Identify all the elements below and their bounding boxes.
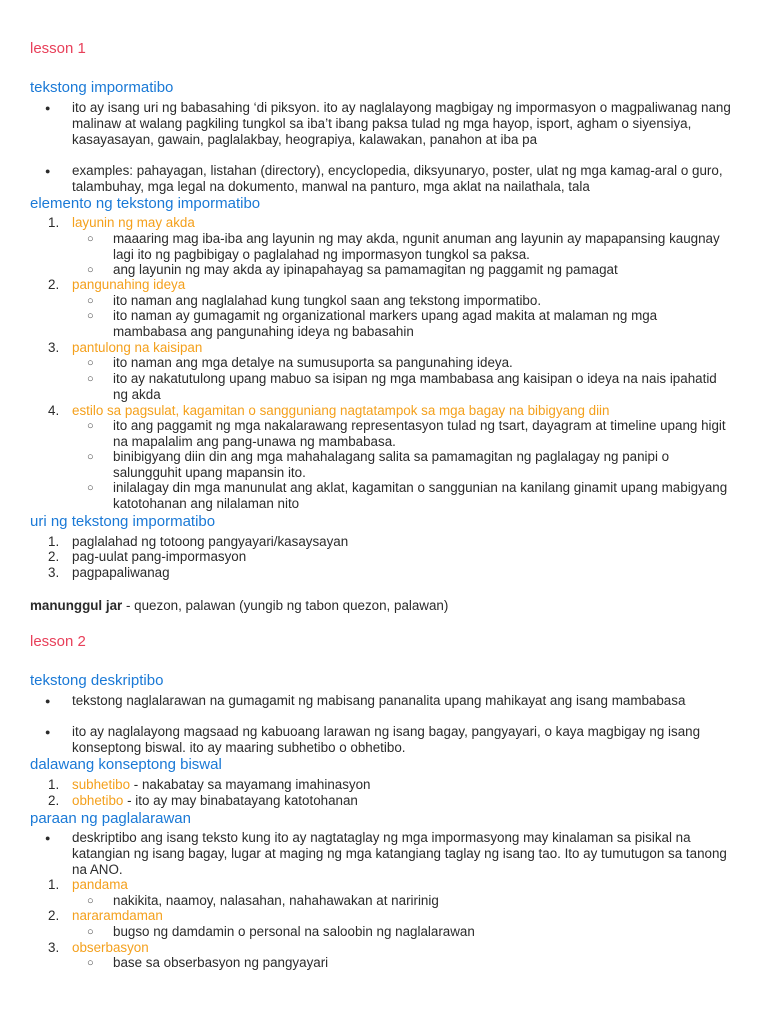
list-item xyxy=(48,777,742,793)
sub-list-item: ○ inilalagay din mga manunulat ang aklat, kagamitan o sanggunian na kanilang ginamit upang mabigyang katotohanan ang nilalaman nito xyxy=(113,480,733,512)
elemento-title: layunin ng may akda xyxy=(72,215,195,230)
sub-list-item: ○ ito ay nakatutulong upang mabuo sa isipan ng mga mambabasa ang kaisipan o ideya na nais ipahatid ng akda xyxy=(113,371,733,403)
list-number: 2. xyxy=(48,549,60,564)
elemento-title: estilo sa pagsulat, kagamitan o sangguniang nagtatampok sa mga bagay na bibigyang diin xyxy=(72,403,610,418)
uri-text: pagpapaliwanag xyxy=(72,565,170,580)
konsepto-term: obhetibo xyxy=(72,793,124,808)
heading-uri: uri ng tekstong impormatibo xyxy=(30,513,216,530)
sub-list-item: ○ ang layunin ng may akda ay ipinapahayag sa pamamagitan ng paggamit ng pamagat xyxy=(113,262,733,278)
list-item xyxy=(48,908,742,924)
list-item xyxy=(48,277,742,293)
list-number: 2. xyxy=(48,908,60,923)
elemento-title: pangunahing ideya xyxy=(72,277,186,292)
konsepto-text: - ito ay may binabatayang katotohanan xyxy=(123,793,358,808)
list-number: 3. xyxy=(48,565,60,580)
lesson-2-label: lesson 2 xyxy=(30,633,86,650)
list-item xyxy=(48,549,742,565)
sub-list-item: ○ ito naman ay gumagamit ng organizational markers upang agad makita at malaman ng mga mambabasa ang pangunahing ideya ng babasahin xyxy=(113,308,733,340)
sub-list-item: ○ base sa obserbasyon ng pangyayari xyxy=(113,955,733,971)
list-number: 2. xyxy=(48,277,60,292)
sub-list-item: ○ bugso ng damdamin o personal na saloobin ng naglalarawan xyxy=(113,924,733,940)
note-manunggul-jar xyxy=(30,598,448,614)
sub-list-item: ○ ito naman ang naglalahad kung tungkol saan ang tekstong impormatibo. xyxy=(113,293,733,309)
sub-list-item: ○ ito ang paggamit ng mga nakalarawang representasyon tulad ng tsart, dayagram at timeline upang higit na mapalalim ang pang-unawa ng mambabasa. xyxy=(113,418,733,450)
list-item xyxy=(48,565,742,581)
konsepto-text: - nakabatay sa mayamang imahinasyon xyxy=(130,777,371,792)
note-text: - quezon, palawan (yungib ng tabon quezon, palawan) xyxy=(122,598,449,613)
list-number: 1. xyxy=(48,877,60,892)
konsepto-term: subhetibo xyxy=(72,777,131,792)
list-item: ● deskriptibo ang isang teksto kung ito ay nagtataglay ng mga impormasyong may kinalaman sa pisikal na katangian ng isang bagay, lugar at maging ng mga katangiang taglay ng isang tao. Ito ay tumutugon sa tanong na ANO. xyxy=(72,830,742,878)
list-item xyxy=(48,340,742,356)
list-item xyxy=(48,877,742,893)
list-item: ● tekstong naglalarawan na gumagamit ng mabisang pananalita upang mahikayat ang isang mambabasa xyxy=(72,693,742,709)
list-number: 3. xyxy=(48,340,60,355)
heading-dalawang-konsepto: dalawang konseptong biswal xyxy=(30,756,222,773)
heading-paraan: paraan ng paglalarawan xyxy=(30,810,191,827)
heading-tekstong-deskriptibo: tekstong deskriptibo xyxy=(30,672,164,689)
note-term: manunggul jar xyxy=(30,598,123,613)
list-item xyxy=(48,793,742,809)
list-number: 1. xyxy=(48,777,60,792)
paraan-title: pandama xyxy=(72,877,128,892)
list-number: 1. xyxy=(48,534,60,549)
lesson-1-label: lesson 1 xyxy=(30,40,86,57)
list-item xyxy=(48,534,742,550)
sub-list-item: ○ maaaring mag iba-iba ang layunin ng may akda, ngunit anuman ang layunin ay mapapansing kaugnay lagi ito ng pagbibigay o paglalahad ng impormasyon tungkol sa paksa. xyxy=(113,231,733,263)
sub-list-item: ○ ito naman ang mga detalye na sumusuporta sa pangunahing ideya. xyxy=(113,355,733,371)
list-number: 2. xyxy=(48,793,60,808)
list-item: ● ito ay naglalayong magsaad ng kabuoang larawan ng isang bagay, pangyayari, o kaya magbigay ng isang konseptong biswal. ito ay maaring subhetibo o obhetibo. xyxy=(72,724,742,756)
heading-tekstong-impormatibo: tekstong impormatibo xyxy=(30,79,174,96)
list-number: 3. xyxy=(48,940,60,955)
sub-list-item: ○ binibigyang diin din ang mga mahahalagang salita sa pamamagitan ng paglalagay ng panipi o salungguhit upang mapansin ito. xyxy=(113,449,733,481)
paraan-title: nararamdaman xyxy=(72,908,163,923)
paraan-title: obserbasyon xyxy=(72,940,149,955)
heading-elemento: elemento ng tekstong impormatibo xyxy=(30,195,261,212)
list-item xyxy=(48,403,742,419)
list-number: 1. xyxy=(48,215,60,230)
list-item: ● ito ay isang uri ng babasahing ‘di piksyon. ito ay naglalayong magbigay ng impormasyon o magpaliwanag nang malinaw at walang pagkiling tungkol sa iba’t ibang paksa tulad ng mga hayop, isport, agham o siyensiya, kasayasayan, gawain, paglalakbay, heograpiya, kalawakan, panahon at iba pa xyxy=(72,100,742,148)
list-item: ● examples: pahayagan, listahan (directory), encyclopedia, diksyunaryo, poster, ulat ng mga kamag-aral o guro, talambuhay, mga legal na dokumento, manwal na panturo, mga aklat na nailathala, tala xyxy=(72,163,742,195)
list-number: 4. xyxy=(48,403,60,418)
sub-list-item: ○ nakikita, naamoy, nalasahan, nahahawakan at naririnig xyxy=(113,893,733,909)
uri-text: pag-uulat pang-impormasyon xyxy=(72,549,247,564)
list-item xyxy=(48,940,742,956)
list-item xyxy=(48,215,742,231)
uri-text: paglalahad ng totoong pangyayari/kasaysayan xyxy=(72,534,349,549)
elemento-title: pantulong na kaisipan xyxy=(72,340,203,355)
